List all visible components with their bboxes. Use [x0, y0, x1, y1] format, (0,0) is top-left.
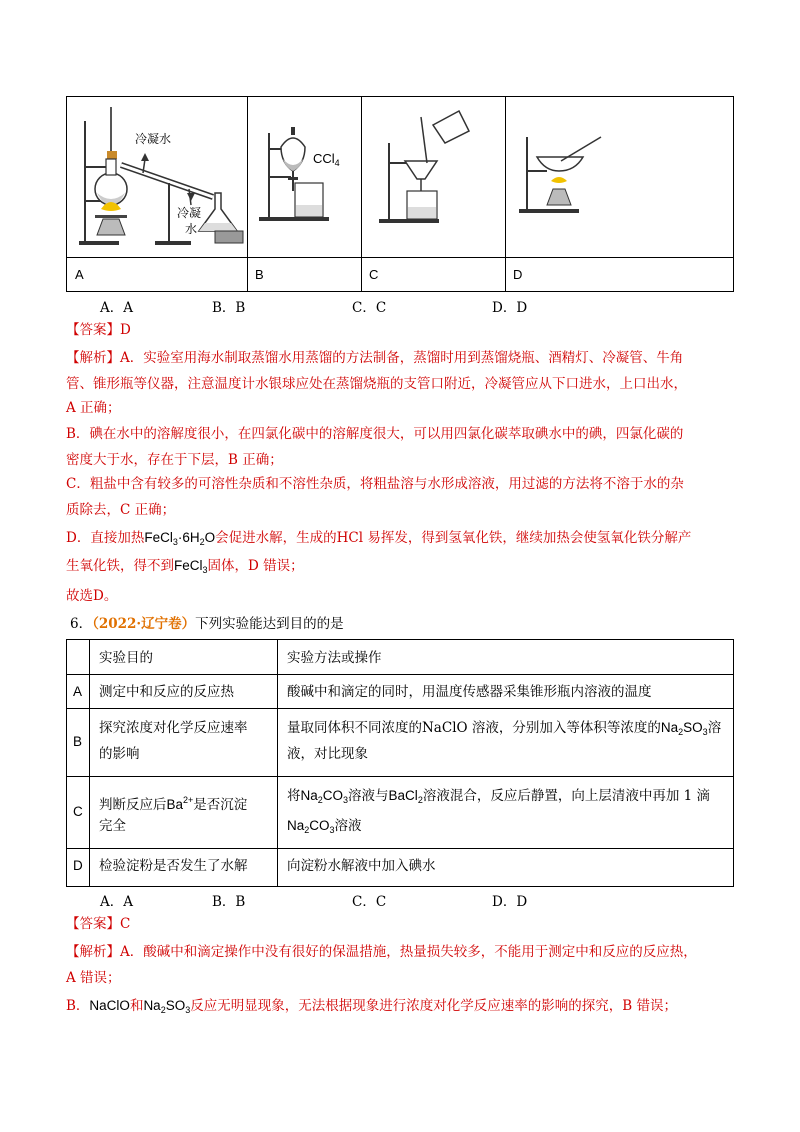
- cell-label-c: C: [369, 267, 379, 282]
- row-c-method-1: 将$Na_2CO_3$溶液与BaCl$_2$溶液混合，反应后静置，向上层清液中再加 1 滴: [287, 788, 710, 805]
- q5-option-d[interactable]: D．D: [492, 300, 528, 316]
- formula-naclo: NaClO: [89, 998, 130, 1013]
- table-divider: [505, 97, 506, 291]
- cell-label-d: D: [513, 267, 523, 282]
- table-divider: [89, 640, 90, 886]
- row-c-method-2: $Na_2CO_3$溶液: [287, 818, 362, 835]
- formula-fecl3-6h2o: $FeCl_3\cdot 6H_2O$: [144, 530, 216, 547]
- q6-analysis-line-b: B．NaClO和$Na_2SO_3$反应无明显现象，无法根据现象进行浓度对化学反应速率的影响的探究，B 错误；: [66, 998, 677, 1015]
- q5-conclusion: 故选D。: [66, 588, 118, 604]
- cooling-water-top-label: 冷凝水: [135, 132, 172, 146]
- q5-analysis-line-d2: 生氧化铁，得不到FeCl$_3$固体，D 错误；: [66, 558, 304, 575]
- q5-analysis-line: 质除去，C 正确；: [66, 502, 176, 518]
- distillation-apparatus-figure: [73, 101, 245, 251]
- q5-analysis-line: 管、锥形瓶等仪器，注意温度计水银球应处在蒸馏烧瓶的支管口附近，冷凝管应从下口进水，上口出水，: [66, 376, 687, 392]
- q6-options: [100, 890, 600, 910]
- apparatus-table: [66, 96, 734, 292]
- q5-analysis-line: B．碘在水中的溶解度很小，在四氯化碳中的溶解度很大，可以用四氯化碳萃取碘水中的碘，四氯化碳的: [66, 426, 684, 442]
- q5-analysis-line: C．粗盐中含有较多的可溶性杂质和不溶性杂质，将粗盐溶与水形成溶液，用过滤的方法将不溶于水的杂: [66, 476, 684, 492]
- q6-stem: 6．（2022·辽宁卷）下列实验能达到目的的是: [70, 616, 344, 632]
- q5-analysis-line: 【解析】A．实验室用海水制取蒸馏水用蒸馏的方法制备，蒸馏时用到蒸馏烧瓶、酒精灯、冷凝管、牛角: [66, 350, 684, 366]
- row-d-method: 向淀粉水解液中加入碘水: [287, 858, 436, 874]
- q5-analysis-line: 密度大于水，存在于下层，B 正确；: [66, 452, 283, 468]
- cell-label-a: A: [75, 267, 84, 282]
- row-b-purpose-1: 探究浓度对化学反应速率: [99, 720, 248, 736]
- q6-option-a[interactable]: A．A: [100, 894, 133, 910]
- row-c-purpose-2: 完全: [99, 818, 126, 834]
- header-method: 实验方法或操作: [287, 650, 382, 666]
- formula-fecl3: FeCl$_3$: [174, 558, 208, 575]
- table-divider: [361, 97, 362, 291]
- q5-option-c[interactable]: C．C: [352, 300, 387, 316]
- cooling-water-bottom-label-1: 冷凝: [177, 206, 202, 220]
- q5-analysis-line: A 正确；: [66, 400, 121, 416]
- row-key-b: B: [73, 734, 83, 749]
- cooling-water-bottom-label-2: 水: [185, 222, 198, 236]
- row-b-method-2: 液，对比现象: [287, 746, 368, 762]
- q5-option-b[interactable]: B．B: [212, 300, 246, 316]
- q6-option-b[interactable]: B．B: [212, 894, 246, 910]
- row-d-purpose: 检验淀粉是否发生了水解: [99, 858, 248, 874]
- q6-analysis-line: A 错误；: [66, 970, 121, 986]
- row-key-a: A: [73, 684, 83, 699]
- header-purpose: 实验目的: [99, 650, 153, 666]
- row-b-method-1: 量取同体积不同浓度的NaClO 溶液，分别加入等体积等浓度的$Na_2SO_3$溶: [287, 720, 722, 737]
- q6-option-c[interactable]: C．C: [352, 894, 387, 910]
- q6-table: [66, 639, 734, 887]
- row-c-purpose-1: 判断反应后$Ba^{2+}$是否沉淀: [99, 795, 248, 813]
- table-divider: [247, 97, 248, 291]
- evaporation-figure: [513, 123, 613, 223]
- table-divider: [67, 257, 733, 258]
- table-divider: [67, 708, 733, 709]
- table-divider: [67, 848, 733, 849]
- row-key-c: C: [73, 804, 83, 819]
- q5-analysis-line-d: D．直接加热$FeCl_3\cdot 6H_2O$会促进水解，生成的HCl 易挥发，得到氢氧化铁，继续加热会使氢氧化铁分解产: [66, 530, 692, 547]
- q5-answer: 【答案】D: [66, 322, 131, 338]
- row-key-d: D: [73, 858, 83, 873]
- q5-options: [100, 296, 600, 316]
- q6-option-d[interactable]: D．D: [492, 894, 528, 910]
- cell-label-b: B: [255, 267, 264, 282]
- table-divider: [277, 640, 278, 886]
- separating-funnel-figure: [255, 119, 359, 249]
- q6-answer: 【答案】C: [66, 916, 131, 932]
- table-divider: [67, 674, 733, 675]
- row-b-purpose-2: 的影响: [99, 746, 140, 762]
- formula-na2so3: $Na_2SO_3$: [143, 998, 191, 1015]
- table-divider: [67, 776, 733, 777]
- row-a-method: 酸碱中和滴定的同时，用温度传感器采集锥形瓶内溶液的温度: [287, 684, 652, 700]
- q5-option-a[interactable]: A．A: [100, 300, 133, 316]
- row-a-purpose: 测定中和反应的反应热: [99, 684, 234, 700]
- ccl4-label: CCl$_4$: [313, 151, 340, 168]
- q6-analysis-line: 【解析】A．酸碱中和滴定操作中没有很好的保温措施，热量损失较多，不能用于测定中和反应的反应热，: [66, 944, 697, 960]
- q6-source: （2022·辽宁卷）: [92, 616, 196, 632]
- filtration-figure: [369, 103, 501, 251]
